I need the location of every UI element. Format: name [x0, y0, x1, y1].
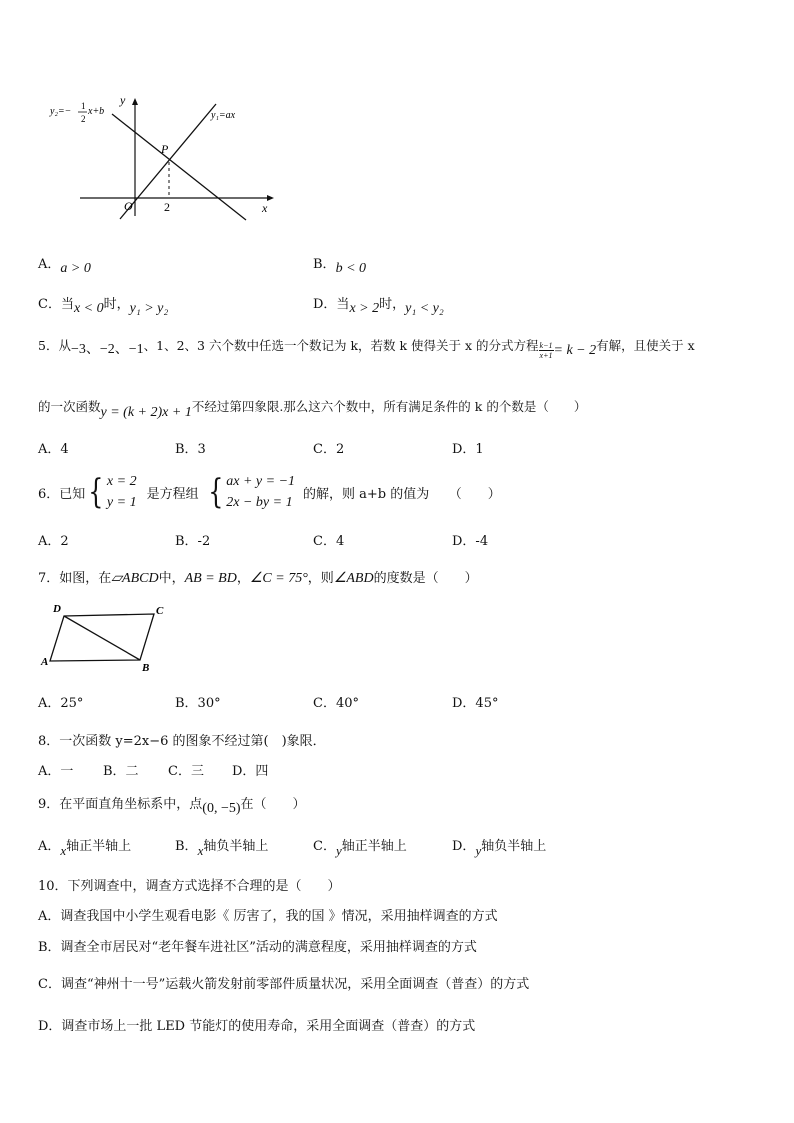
option-text: 轴负半轴上 — [481, 839, 547, 854]
q7-mid3: ，则 — [307, 571, 334, 586]
y1-label: y₁=ax — [211, 110, 236, 121]
q4-graph — [48, 92, 288, 222]
q8-option-d[interactable]: D．四 — [232, 764, 269, 779]
q10-option-c[interactable]: C．调查“神州十一号”运载火箭发射前零部件质量状况，采用全面调查（普查）的方式 — [38, 977, 530, 992]
q7-option-a[interactable]: A．25° — [38, 696, 84, 711]
parallelogram-svg — [38, 600, 178, 676]
q6-mid: 是方程组 — [146, 486, 199, 502]
q4-option-a[interactable] — [38, 253, 91, 276]
q10-stem: 10．下列调查中，调查方式选择不合理的是（ ） — [38, 879, 341, 894]
q5-frac-den: x+1 — [539, 351, 553, 360]
q10-option-a[interactable]: A．调查我国中小学生观看电影《 厉害了，我的国 》情况，采用抽样调查的方式 — [38, 909, 498, 924]
q9-stem — [38, 793, 306, 816]
q8-stem: 8．一次函数 y=2x−6 的图象不经过第( )象限． — [38, 734, 326, 749]
option-math: a > 0 — [60, 261, 91, 276]
q9-option-c[interactable] — [313, 835, 407, 858]
q5-option-d[interactable]: D．1 — [452, 442, 484, 457]
option-label: D． — [452, 839, 476, 854]
q5-option-a[interactable]: A．4 — [38, 442, 69, 457]
option-label: C． — [313, 839, 336, 854]
option-cond: x > 2 — [349, 301, 380, 316]
q6-sol-2: y = 1 — [106, 495, 137, 510]
option-text: 轴正半轴上 — [341, 839, 407, 854]
q7-prefix: 7．如图，在 — [38, 571, 112, 586]
q7-stem — [38, 567, 478, 587]
q5-frac-num: k−1 — [539, 341, 553, 350]
q4-option-d[interactable] — [313, 293, 444, 316]
option-mid: 时， — [103, 297, 130, 312]
option-var: x — [197, 843, 204, 858]
q6-sol-1: x = 2 — [106, 474, 137, 489]
q8-option-b[interactable]: B．二 — [103, 764, 139, 779]
q5-fraction — [539, 341, 554, 360]
y-axis-label: y — [120, 93, 126, 107]
y2-label-rest: x+b — [88, 106, 105, 117]
option-var: x — [60, 843, 67, 858]
q7-mid2: ， — [236, 571, 250, 586]
option-label: D．当 — [313, 297, 350, 312]
origin-label: O — [124, 199, 133, 213]
vertex-b-label: B — [142, 662, 150, 674]
q5-after-numbers: 、1、2、3 六个数中任选一个数记为 k，若数 k 使得关于 x 的分式方程 — [143, 338, 539, 353]
q7-mid1: 中， — [158, 571, 185, 586]
q5-numbers: −3、−2、−1 — [70, 342, 144, 357]
q5-stem-line1 — [38, 335, 695, 360]
q7-angle: ∠ABD — [333, 571, 374, 586]
q10-option-b[interactable]: B．调查全市居民对“老年餐车进社区”活动的满意程度，采用抽样调查的方式 — [38, 940, 477, 955]
q6-option-b[interactable]: B．-2 — [175, 534, 211, 549]
q9-suffix: 在（ ） — [240, 797, 306, 812]
option-cond: x < 0 — [73, 301, 104, 316]
q4-option-c[interactable] — [38, 293, 169, 316]
point-p-label: P — [161, 142, 169, 156]
q9-option-d[interactable] — [452, 835, 547, 858]
x-axis-arrow-icon — [267, 195, 274, 201]
q9-point: (0, −5) — [202, 801, 241, 816]
vertex-a-label: A — [41, 656, 49, 668]
option-text: 轴正半轴上 — [66, 839, 132, 854]
q5-option-b[interactable]: B．3 — [175, 442, 206, 457]
vertex-c-label: C — [156, 605, 164, 617]
y2-frac-num: 1 — [81, 101, 86, 111]
q5-prefix: 5．从 — [38, 338, 71, 353]
q6-stem — [38, 470, 501, 514]
option-label: A． — [38, 257, 61, 272]
option-var: y — [335, 843, 342, 858]
q4-graph-svg — [48, 92, 288, 222]
y-axis-arrow-icon — [132, 98, 138, 105]
q7-para: ▱ABCD — [111, 571, 159, 586]
q6-prefix: 6．已知 — [38, 486, 86, 502]
option-label: C．当 — [38, 297, 74, 312]
q5-stem-line2 — [38, 397, 587, 420]
q5-line2-prefix: 的一次函数 — [38, 399, 101, 414]
option-label: A． — [38, 839, 61, 854]
diagonal-bd — [64, 616, 140, 660]
option-result: y₁ > y₂ — [129, 301, 169, 316]
q9-option-b[interactable] — [175, 835, 269, 858]
y2-frac-den: 2 — [81, 114, 86, 124]
q5-eq-rest: = k − 2 — [553, 343, 597, 358]
q7-figure — [38, 600, 178, 676]
left-brace-icon: { — [207, 472, 224, 512]
q7-option-b[interactable]: B．30° — [175, 696, 221, 711]
q10-option-d[interactable]: D．调查市场上一批 LED 节能灯的使用寿命，采用全面调查（普查）的方式 — [38, 1019, 476, 1034]
q6-solution — [107, 471, 137, 513]
left-brace-icon: { — [88, 472, 104, 512]
q5-line2-rest: 不经过第四象限.那么这六个数中，所有满足条件的 k 的个数是（ ） — [191, 399, 587, 414]
q6-suffix: 的解，则 a+b 的值为 （ ） — [303, 486, 501, 502]
q7-option-d[interactable]: D．45° — [452, 696, 499, 711]
q8-option-c[interactable]: C．三 — [168, 764, 204, 779]
q5-after-eq: 有解，且使关于 x — [596, 338, 695, 353]
q5-function: y = (k + 2)x + 1 — [100, 405, 192, 420]
tick-2-label: 2 — [164, 200, 170, 214]
q6-eq-2: 2x − by = 1 — [226, 495, 293, 510]
y2-label: y₂=− — [50, 106, 72, 117]
q8-option-a[interactable]: A．一 — [38, 764, 74, 779]
option-label: B． — [175, 839, 198, 854]
q7-suffix: 的度数是（ ） — [373, 571, 478, 586]
q7-cond1: AB = BD — [184, 571, 237, 586]
q6-system — [226, 471, 295, 513]
q6-eq-1: ax + y = −1 — [226, 474, 296, 489]
q5-option-c[interactable]: C．2 — [313, 442, 345, 457]
vertex-d-label: D — [53, 603, 61, 615]
option-text: 轴负半轴上 — [203, 839, 269, 854]
q7-option-c[interactable]: C．40° — [313, 696, 359, 711]
option-math: b < 0 — [335, 261, 367, 276]
option-label: B． — [313, 257, 336, 272]
x-axis-label: x — [262, 201, 268, 215]
option-var: y — [475, 843, 482, 858]
q6-option-d[interactable]: D．-4 — [452, 534, 489, 549]
option-mid: 时， — [379, 297, 406, 312]
q9-prefix: 9．在平面直角坐标系中，点 — [38, 797, 203, 812]
q7-cond2: ∠C = 75° — [249, 571, 308, 586]
option-result: y₁ < y₂ — [405, 301, 444, 316]
q6-option-a[interactable]: A．2 — [38, 534, 69, 549]
q9-option-a[interactable] — [38, 835, 132, 858]
q4-option-b[interactable] — [313, 253, 367, 276]
q6-option-c[interactable]: C．4 — [313, 534, 345, 549]
